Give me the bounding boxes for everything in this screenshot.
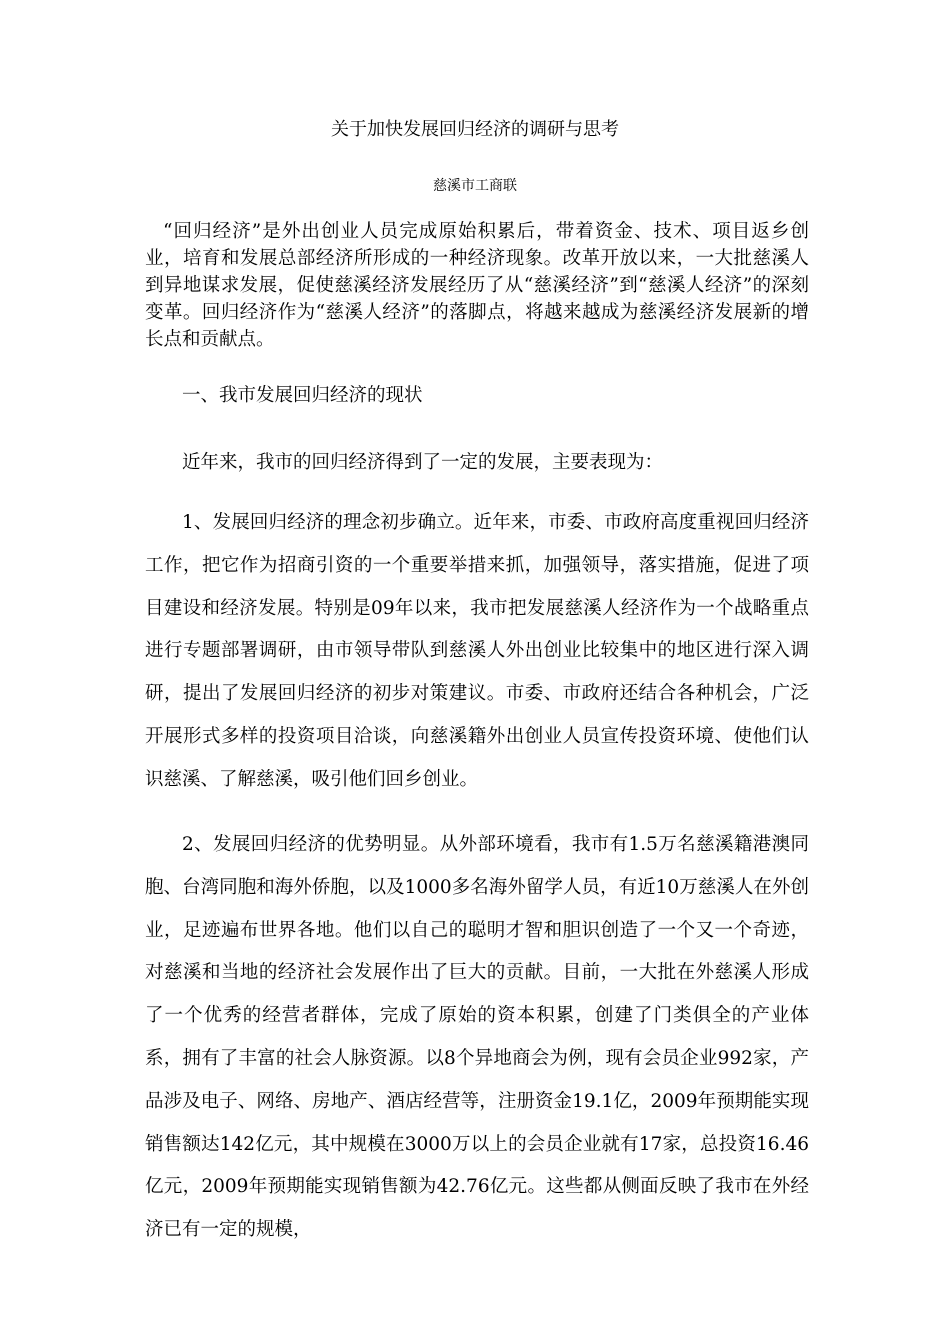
intro-paragraph: “回归经济”是外出创业人员完成原始积累后，带着资金、技术、项目返乡创业，培育和发展总部经济所形成的一种经济现象。改革开放以来，一大批慈溪人到异地谋求发展，促使慈溪经济发展经历了从“慈溪经济”到“慈溪人经济”的深刻变革。回归经济作为“慈溪人经济”的落脚点，将越来越成为慈溪经济发展新的增长点和贡献点。 — [145, 221, 809, 350]
section-lead-paragraph: 近年来，我市的回归经济得到了一定的发展，主要表现为： — [182, 452, 664, 473]
document-author: 慈溪市工商联 — [433, 178, 517, 194]
document-title: 关于加快发展回归经济的调研与思考 — [331, 119, 619, 140]
point-two-paragraph: 2、发展回归经济的优势明显。从外部环境看，我市有1.5万名慈溪籍港澳同胞、台湾同胞和海外侨胞，以及1000多名海外留学人员，有近10万慈溪人在外创业，足迹遍布世界各地。他们以自己的聪明才智和胆识创造了一个又一个奇迹，对慈溪和当地的经济社会发展作出了巨大的贡献。目前，一大批在外慈溪人形成了一个优秀的经营者群体，完成了原始的资本积累，创建了门类俱全的产业体系，拥有了丰富的社会人脉资源。以8个异地商会为例，现有会员企业992家，产品涉及电子、网络、房地产、酒店经营等，注册资金19.1亿，2009年预期能实现销售额达142亿元，其中规模在3000万以上的会员企业就有17家，总投资16.46亿元，2009年预期能实现销售额为42.76亿元。这些都从侧面反映了我市在外经济已有一定的规模， — [145, 834, 809, 1241]
section-heading: 一、我市发展回归经济的现状 — [182, 385, 423, 406]
point-one-paragraph: 1、发展回归经济的理念初步确立。近年来，市委、市政府高度重视回归经济工作，把它作为招商引资的一个重要举措来抓，加强领导，落实措施，促进了项目建设和经济发展。特别是09年以来，我市把发展慈溪人经济作为一个战略重点进行专题部署调研，由市领导带队到慈溪人外出创业比较集中的地区进行深入调研，提出了发展回归经济的初步对策建议。市委、市政府还结合各种机会，广泛开展形式多样的投资项目洽谈，向慈溪籍外出创业人员宣传投资环境、使他们认识慈溪、了解慈溪，吸引他们回乡创业。 — [145, 512, 809, 790]
